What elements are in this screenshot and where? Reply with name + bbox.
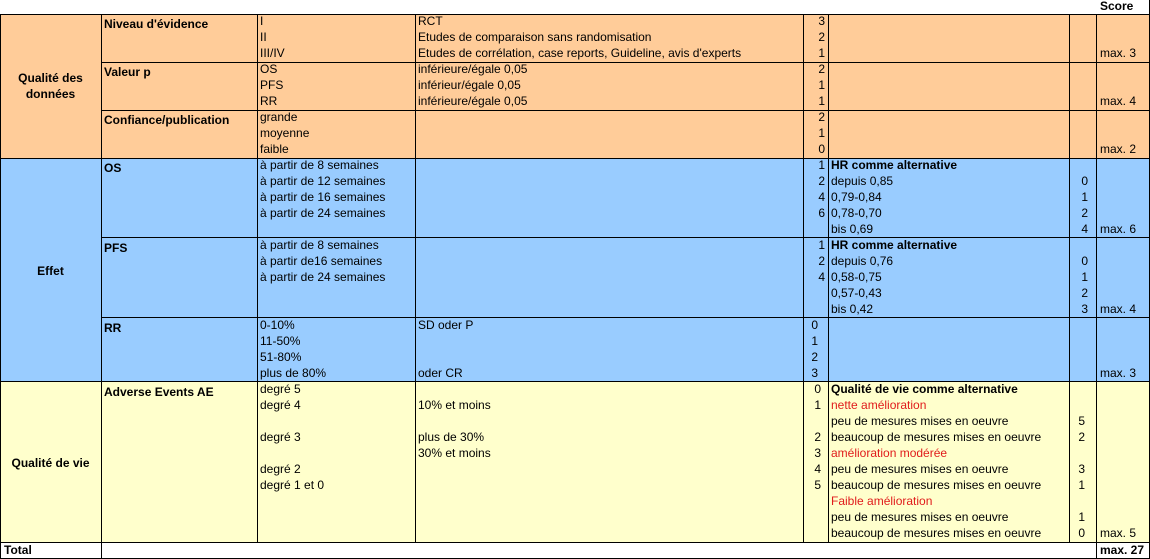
row-item: RR <box>260 94 278 108</box>
group-label-ae: Adverse Events AE <box>104 385 214 399</box>
alt-points: 1 <box>1078 478 1085 492</box>
row-points: 1 <box>818 46 825 60</box>
section-title-vie: Qualité de vie <box>11 456 90 470</box>
alt-points: 1 <box>1078 510 1085 524</box>
alt-category-moderee: amélioration modérée <box>831 446 948 460</box>
row-item: à partir de 8 semaines <box>260 158 379 172</box>
alt-label: 0,78-0,70 <box>831 206 882 220</box>
total-label: Total <box>4 543 32 557</box>
row-points: 5 <box>814 478 821 492</box>
alt-label: depuis 0,85 <box>831 174 894 188</box>
row-points: 2 <box>818 30 825 44</box>
alt-label: peu de mesures mises en oeuvre <box>831 462 1009 476</box>
max-score: max. 5 <box>1100 526 1137 540</box>
alt-title: HR comme alternative <box>831 158 958 172</box>
alt-label: depuis 0,76 <box>831 254 894 268</box>
row-points: 1 <box>811 334 818 348</box>
row-item: degré 3 <box>260 430 301 444</box>
row-points: 2 <box>811 350 818 364</box>
row-item: 51-80% <box>260 350 302 364</box>
max-score: max. 3 <box>1100 46 1137 60</box>
row-points: 3 <box>818 14 825 28</box>
row-item: 11-50% <box>260 334 301 348</box>
row-item: à partir de16 semaines <box>260 254 383 268</box>
alt-points: 4 <box>1081 222 1088 236</box>
row-item: degré 5 <box>260 382 301 396</box>
row-item: degré 4 <box>260 398 301 412</box>
alt-points: 0 <box>1081 174 1088 188</box>
row-points: 1 <box>818 78 825 92</box>
row-item: OS <box>260 62 278 76</box>
total-max: max. 27 <box>1100 543 1145 557</box>
alt-title: HR comme alternative <box>831 238 958 252</box>
section-title-qualite: Qualité des données <box>18 71 83 101</box>
alt-label: bis 0,42 <box>831 302 874 316</box>
alt-title: Qualité de vie comme alternative <box>831 382 1018 396</box>
alt-points: 2 <box>1078 430 1085 444</box>
row-item: degré 1 et 0 <box>260 478 325 492</box>
row-desc: Etudes de comparaison sans randomisation <box>418 30 652 44</box>
row-points: 2 <box>818 254 825 268</box>
alt-category-faible: Faible amélioration <box>831 494 933 508</box>
row-item: à partir de 24 semaines <box>260 206 386 220</box>
row-points: 1 <box>818 94 825 108</box>
row-desc: RCT <box>418 14 443 28</box>
group-label-valeur: Valeur p <box>104 65 151 79</box>
row-item: à partir de 8 semaines <box>260 238 379 252</box>
row-points: 6 <box>818 206 825 220</box>
row-points: 1 <box>818 238 825 252</box>
alt-label: 0,58-0,75 <box>831 270 882 284</box>
group-label-pfs: PFS <box>104 241 128 255</box>
row-desc: inférieure/égale 0,05 <box>418 62 528 76</box>
alt-points: 3 <box>1078 462 1085 476</box>
row-item: moyenne <box>260 126 310 140</box>
alt-label: peu de mesures mises en oeuvre <box>831 414 1009 428</box>
row-points: 1 <box>818 126 825 140</box>
row-points: 2 <box>814 430 821 444</box>
section-title-effet: Effet <box>37 264 64 278</box>
max-score: max. 3 <box>1100 366 1137 380</box>
alt-category-nette: nette amélioration <box>831 398 927 412</box>
row-points: 3 <box>811 366 818 380</box>
row-item: à partir de 24 semaines <box>260 270 386 284</box>
row-item: à partir de 16 semaines <box>260 190 386 204</box>
max-score: max. 4 <box>1100 302 1137 316</box>
score-header: Score <box>1100 0 1134 13</box>
row-item: à partir de 12 semaines <box>260 174 386 188</box>
row-points: 2 <box>818 174 825 188</box>
row-item: grande <box>260 110 298 124</box>
alt-points: 1 <box>1081 270 1088 284</box>
row-points: 2 <box>818 110 825 124</box>
band-effet <box>0 158 1150 381</box>
max-score: max. 6 <box>1100 222 1137 236</box>
row-points: 1 <box>818 158 825 172</box>
row-item: III/IV <box>260 46 285 60</box>
row-item: degré 2 <box>260 462 301 476</box>
alt-label: 0,79-0,84 <box>831 190 882 204</box>
group-label-niveau: Niveau d'évidence <box>104 17 209 31</box>
row-points: 1 <box>814 398 821 412</box>
row-points: 4 <box>814 462 821 476</box>
row-desc: 10% et moins <box>418 398 491 412</box>
alt-label: peu de mesures mises en oeuvre <box>831 510 1009 524</box>
max-score: max. 2 <box>1100 142 1137 156</box>
alt-label: bis 0,69 <box>831 222 874 236</box>
alt-points: 2 <box>1081 286 1088 300</box>
alt-points: 3 <box>1081 302 1088 316</box>
row-points: 0 <box>814 382 821 396</box>
row-desc: oder CR <box>418 366 463 380</box>
alt-points: 0 <box>1081 254 1088 268</box>
row-desc: Etudes de corrélation, case reports, Guideline, avis d'experts <box>418 46 742 60</box>
row-item: plus de 80% <box>260 366 327 380</box>
row-desc: 30% et moins <box>418 446 491 460</box>
alt-points: 2 <box>1081 206 1088 220</box>
row-desc: inférieur/égale 0,05 <box>418 78 521 92</box>
group-label-os: OS <box>104 161 122 175</box>
row-points: 0 <box>811 318 818 332</box>
row-points: 4 <box>818 270 825 284</box>
row-desc: plus de 30% <box>418 430 485 444</box>
row-points: 3 <box>814 446 821 460</box>
alt-points: 5 <box>1078 414 1085 428</box>
row-desc: SD oder P <box>418 318 474 332</box>
alt-points: 0 <box>1078 526 1085 540</box>
group-label-rr: RR <box>104 321 122 335</box>
row-points: 4 <box>818 190 825 204</box>
row-points: 0 <box>818 142 825 156</box>
alt-label: beaucoup de mesures mises en oeuvre <box>831 430 1042 444</box>
row-desc: inférieure/égale 0,05 <box>418 94 528 108</box>
alt-label: 0,57-0,43 <box>831 286 882 300</box>
group-label-confiance: Confiance/publication <box>104 113 230 127</box>
alt-points: 1 <box>1081 190 1088 204</box>
row-item: faible <box>260 142 289 156</box>
row-item: PFS <box>260 78 284 92</box>
alt-label: beaucoup de mesures mises en oeuvre <box>831 526 1042 540</box>
alt-label: beaucoup de mesures mises en oeuvre <box>831 478 1042 492</box>
row-item: II <box>260 30 267 44</box>
row-points: 2 <box>818 62 825 76</box>
row-item: 0-10% <box>260 318 295 332</box>
max-score: max. 4 <box>1100 94 1137 108</box>
row-item: I <box>260 14 264 28</box>
